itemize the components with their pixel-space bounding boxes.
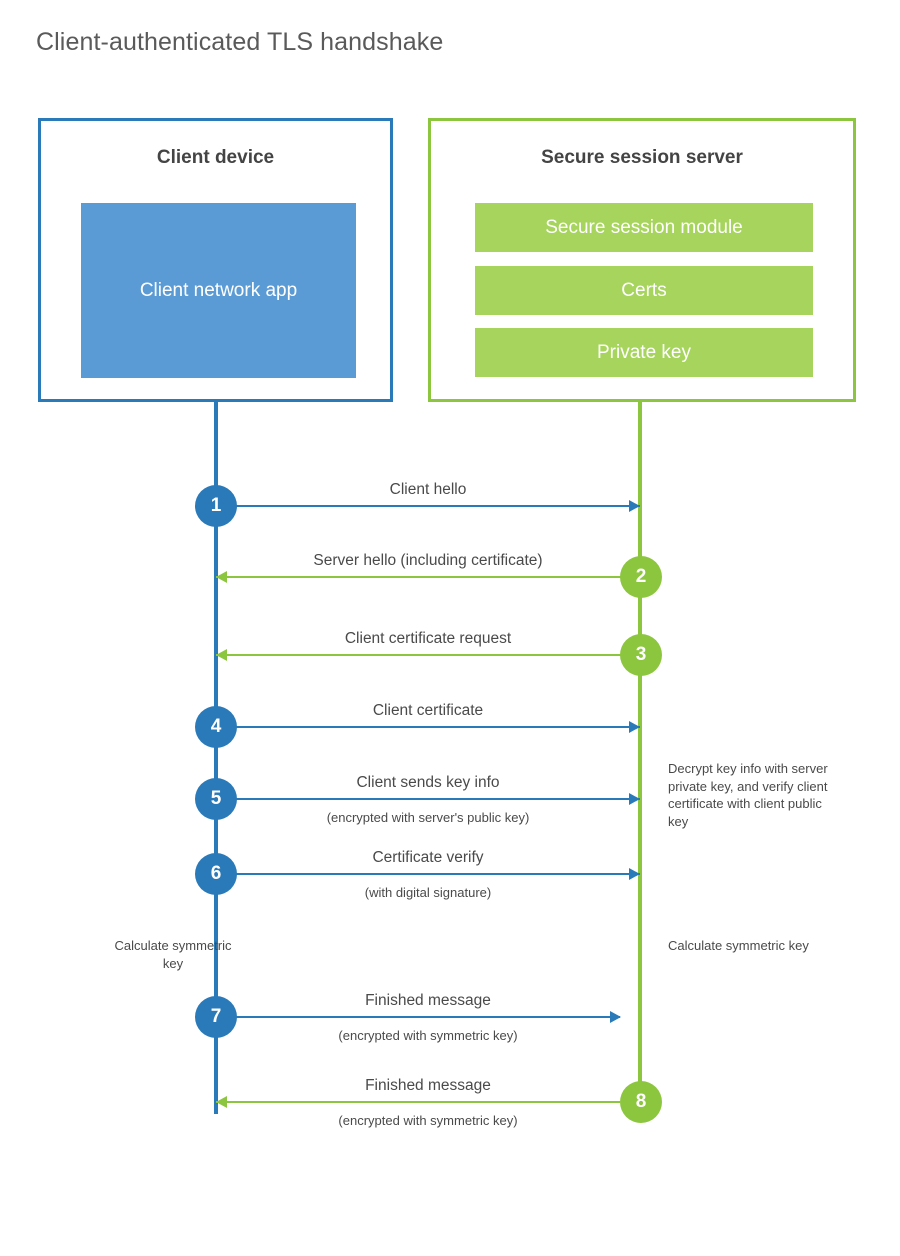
message-line-8 bbox=[216, 1101, 620, 1103]
client-device-box bbox=[38, 118, 393, 402]
message-badge-8: 8 bbox=[620, 1081, 662, 1123]
note-server-decrypt: Decrypt key info with server private key, and verify client certificate with client public key bbox=[668, 761, 828, 829]
client-device-title: Client device bbox=[156, 147, 275, 168]
message-arrowhead-3 bbox=[216, 649, 227, 661]
message-label-6: Certificate verify bbox=[372, 849, 484, 866]
message-arrowhead-2 bbox=[216, 571, 227, 583]
server-component-private-key: Private key bbox=[475, 328, 813, 377]
message-label-7: Finished message bbox=[365, 992, 491, 1009]
message-badge-7: 7 bbox=[195, 996, 237, 1038]
message-badge-4: 4 bbox=[195, 706, 237, 748]
message-line-2 bbox=[216, 576, 640, 578]
message-label-8: Finished message bbox=[365, 1077, 491, 1094]
message-arrowhead-5 bbox=[629, 793, 640, 805]
message-badge-6: 6 bbox=[195, 853, 237, 895]
message-arrowhead-1 bbox=[629, 500, 640, 512]
message-line-6 bbox=[216, 873, 640, 875]
message-sublabel-5: (encrypted with server's public key) bbox=[326, 810, 530, 825]
message-badge-1: 1 bbox=[195, 485, 237, 527]
note-server-calculate-symmetric-key: Calculate symmetric key bbox=[668, 938, 809, 953]
message-arrowhead-7 bbox=[610, 1011, 621, 1023]
message-label-5: Client sends key info bbox=[356, 774, 500, 791]
message-label-3: Client certificate request bbox=[344, 630, 512, 647]
message-sublabel-8: (encrypted with symmetric key) bbox=[338, 1113, 518, 1128]
message-line-1 bbox=[216, 505, 640, 507]
message-arrowhead-8 bbox=[216, 1096, 227, 1108]
message-line-5 bbox=[216, 798, 640, 800]
message-line-3 bbox=[216, 654, 640, 656]
message-sublabel-7: (encrypted with symmetric key) bbox=[338, 1028, 518, 1043]
message-arrowhead-4 bbox=[629, 721, 640, 733]
client-network-app-block: Client network app bbox=[81, 203, 356, 378]
message-label-2: Server hello (including certificate) bbox=[313, 552, 543, 569]
message-arrowhead-6 bbox=[629, 868, 640, 880]
page-title: Client-authenticated TLS handshake bbox=[36, 28, 444, 56]
message-line-4 bbox=[216, 726, 640, 728]
message-badge-2: 2 bbox=[620, 556, 662, 598]
message-sublabel-6: (with digital signature) bbox=[364, 885, 492, 900]
server-component-certs: Certs bbox=[475, 266, 813, 315]
secure-session-server-box bbox=[428, 118, 856, 402]
message-badge-5: 5 bbox=[195, 778, 237, 820]
message-label-4: Client certificate bbox=[372, 702, 484, 719]
message-badge-3: 3 bbox=[620, 634, 662, 676]
note-client-calculate-symmetric-key: Calculate symmetric key bbox=[114, 938, 232, 971]
message-label-1: Client hello bbox=[389, 481, 467, 498]
message-line-7 bbox=[216, 1016, 620, 1018]
server-component-secure-session-module: Secure session module bbox=[475, 203, 813, 252]
secure-session-server-title: Secure session server bbox=[541, 147, 743, 168]
